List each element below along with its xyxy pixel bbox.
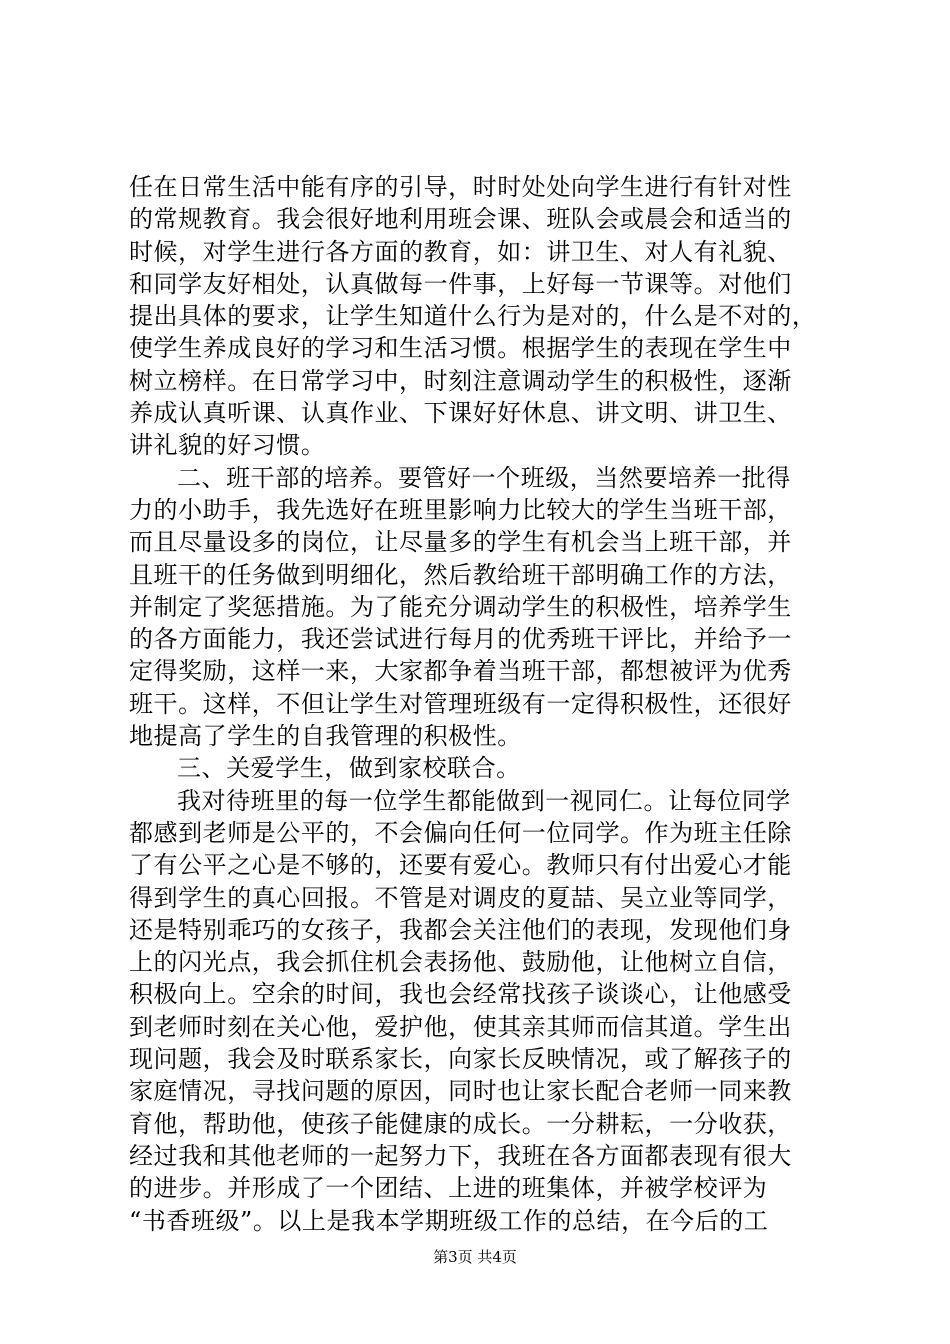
text-line: 力的小助手，我先选好在班里影响力比较大的学生当班干部， (129, 495, 792, 524)
text-line: 家庭情况，寻找问题的原因，同时也让家长配合老师一同来教 (129, 1077, 792, 1106)
text-line: 且班干的任务做到明细化，然后教给班干部明确工作的方法， (129, 560, 792, 589)
section-heading: 三、关爱学生，做到家校联合。 (177, 754, 521, 783)
body-text (129, 171, 841, 1237)
text-line: 现问题，我会及时联系家长，向家长反映情况，或了解孩子的 (129, 1045, 792, 1074)
text-line: 而且尽量设多的岗位，让尽量多的学生有机会当上班干部，并 (129, 528, 792, 557)
text-line: 和同学友好相处，认真做每一件事，上好每一节课等。对他们 (129, 269, 792, 298)
text-line: 提出具体的要求，让学生知道什么行为是对的，什么是不对的， (129, 302, 817, 331)
section-heading: 二、班干部的培养。要管好一个班级，当然要培养一批得 (177, 463, 791, 492)
text-line: 经过我和其他老师的一起努力下，我班在各方面都表现有很大 (129, 1141, 792, 1170)
text-line: 上的闪光点，我会抓住机会表扬他、鼓励他，让他树立自信， (129, 948, 792, 977)
text-line: 任在日常生活中能有序的引导，时时处处向学生进行有针对性 (129, 173, 792, 201)
text-line: 讲礼貌的好习惯。 (129, 431, 326, 460)
text-line: 了有公平之心是不够的，还要有爱心。教师只有付出爱心才能 (129, 851, 792, 880)
text-line: 养成认真听课、认真作业、下课好好休息、讲文明、讲卫生、 (129, 399, 792, 428)
text-line: 的进步。并形成了一个团结、上进的班集体，并被学校评为 (129, 1174, 768, 1203)
text-line: 定得奖励，这样一来，大家都争着当班干部，都想被评为优秀 (129, 657, 792, 686)
text-line: 的常规教育。我会很好地利用班会课、班队会或晨会和适当的 (129, 205, 792, 234)
text-line: 使学生养成良好的学习和生活习惯。根据学生的表现在学生中 (129, 334, 792, 363)
text-line: 都感到老师是公平的，不会偏向任何一位同学。作为班主任除 (129, 818, 792, 847)
text-line: 得到学生的真心回报。不管是对调皮的夏喆、吴立业等同学， (129, 883, 792, 912)
text-line: 地提高了学生的自我管理的积极性。 (129, 722, 522, 751)
text-line: 时候，对学生进行各方面的教育，如：讲卫生、对人有礼貌、 (129, 237, 792, 266)
text-line: 的各方面能力，我还尝试进行每月的优秀班干评比，并给予一 (129, 625, 792, 654)
text-line: 并制定了奖惩措施。为了能充分调动学生的积极性，培养学生 (129, 592, 792, 621)
text-line: 积极向上。空余的时间，我也会经常找孩子谈谈心，让他感受 (129, 980, 792, 1009)
text-line: 树立榜样。在日常学习中，时刻注意调动学生的积极性，逐渐 (129, 366, 792, 395)
text-line: “书香班级”。以上是我本学期班级工作的总结，在今后的工 (129, 1206, 769, 1235)
text-line: 到老师时刻在关心他，爱护他，使其亲其师而信其道。学生出 (129, 1012, 792, 1041)
paragraph-start: 我对待班里的每一位学生都能做到一视同仁。让每位同学 (177, 786, 791, 815)
page-number-footer: 第3页 共4页 (433, 1248, 517, 1266)
text-line: 班干。这样，不但让学生对管理班级有一定得积极性，还很好 (129, 689, 792, 718)
text-line: 还是特别乖巧的女孩子，我都会关注他们的表现，发现他们身 (129, 915, 792, 944)
text-line: 育他，帮助他，使孩子能健康的成长。一分耕耘，一分收获， (129, 1109, 792, 1138)
